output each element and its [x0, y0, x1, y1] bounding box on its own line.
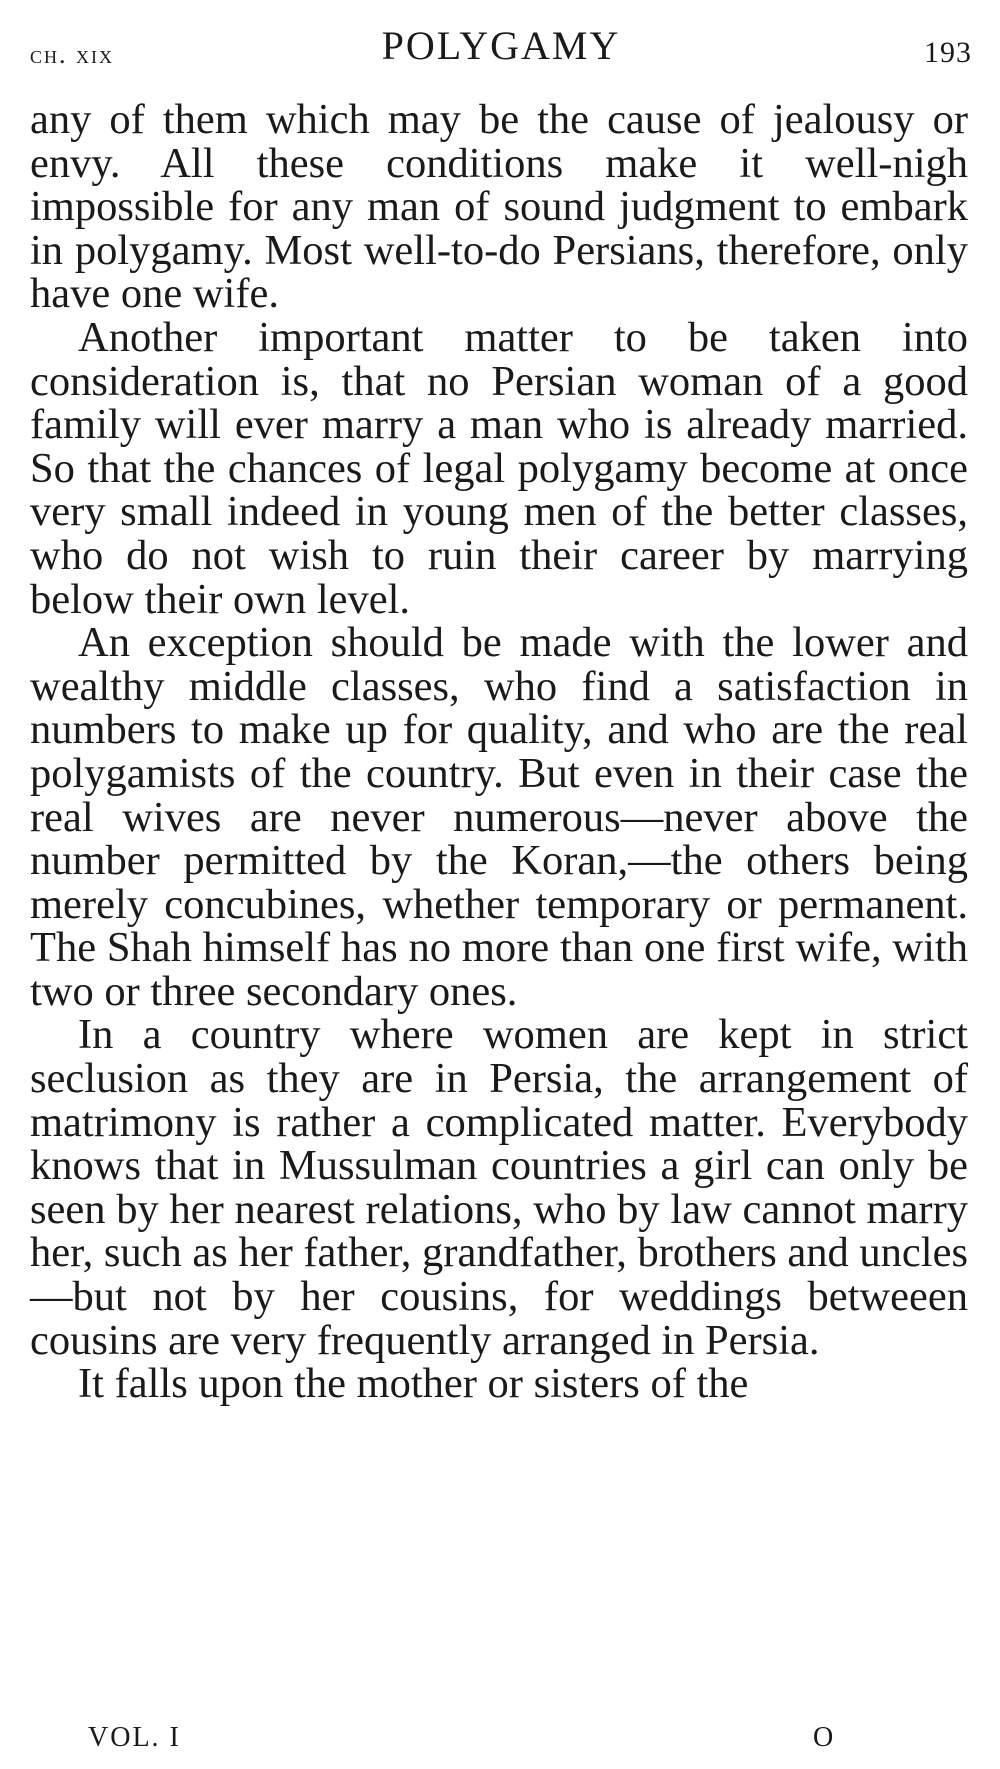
paragraph: In a country where women are kept in strict seclusion as they are in Persia, the arrangement of matrimony is rather a complicated matter. Everybody knows that in Mussulman countries a girl can only be seen by her nearest relations, who by law cannot marry her, such as her father, grandfather, brothers and uncles—but not by her cousins, for weddings betweeen cousins are very frequently arranged in Persia.	[30, 1011, 968, 1364]
paragraph-continuation: any of them which may be the cause of jealousy or envy. All these conditions make it well-nigh impossible for any man of sound judgment to embark in polygamy. Most well-to-do Persians, therefore, only have one wife.	[30, 96, 968, 318]
signature-mark: O	[813, 1722, 834, 1753]
body-text	[30, 98, 968, 1406]
paragraph: An exception should be made with the lower and wealthy middle classes, who find a satisfaction in numbers to make up for quality, and who are the real polygamists of the country. But even in their case the real wives are never numerous—never above the number permitted by the Koran,—the others being merely concubines, whether temporary or permanent. The Shah himself has no more than one first wife, with two or three secondary ones.	[30, 619, 968, 1015]
page-number: 193	[924, 36, 972, 69]
page-footer	[30, 1722, 970, 1762]
chapter-label: ch. xix	[30, 40, 114, 69]
volume-label: VOL. I	[88, 1722, 181, 1753]
page-title: POLYGAMY	[381, 23, 621, 68]
paragraph: It falls upon the mother or sisters of the	[78, 1360, 749, 1408]
paragraph: Another important matter to be taken into consideration is, that no Persian woman of a good family will ever marry a man who is already married. So that the chances of legal polygamy become at once very small indeed in young men of the better classes, who do not wish to ruin their career by marrying below their own level.	[30, 313, 968, 623]
running-head	[30, 22, 972, 78]
